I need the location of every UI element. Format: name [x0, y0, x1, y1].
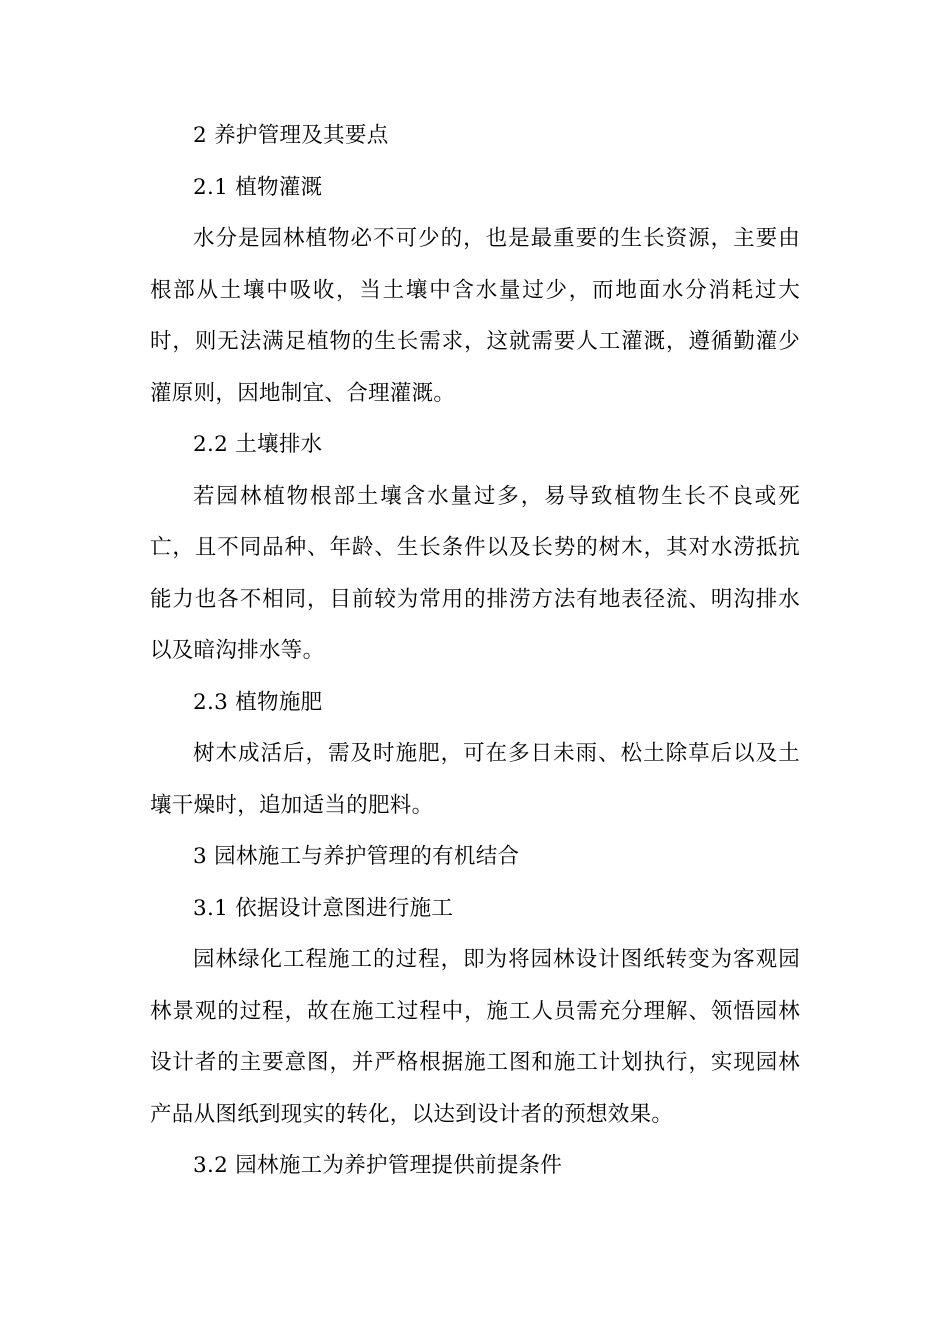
subsection-heading: 3.2 园林施工为养护管理提供前提条件	[193, 1153, 563, 1178]
subsection-heading: 3.1 依据设计意图进行施工	[193, 895, 454, 921]
body-paragraph: 水分是园林植物必不可少的，也是最重要的生长资源，主要由根部从土壤中吸收，当土壤中含水量过少，而地面水分消耗过大时，则无法满足植物的生长需求，这就需要人工灌溉，遵循勤灌少灌原则，因地制宜、合理灌溉。	[150, 226, 800, 406]
section-heading: 3 园林施工与养护管理的有机结合	[193, 844, 520, 869]
subsection-heading: 2.3 植物施肥	[193, 689, 323, 715]
body-paragraph: 若园林植物根部土壤含水量过多，易导致植物生长不良或死亡，且不同品种、年龄、生长条件以及长势的树木，其对水涝抵抗能力也各不相同，目前较为常用的排涝方法有地表径流、明沟排水以及暗沟排水等。	[150, 483, 800, 663]
subsection-heading: 2.2 土壤排水	[193, 432, 323, 457]
document-page	[150, 110, 800, 1192]
section-heading: 2 养护管理及其要点	[193, 123, 389, 148]
body-paragraph: 园林绿化工程施工的过程，即为将园林设计图纸转变为客观园林景观的过程，故在施工过程中，施工人员需充分理解、领悟园林设计者的主要意图，并严格根据施工图和施工计划执行，实现园林产品从图纸到现实的转化，以达到设计者的预想效果。	[150, 947, 800, 1127]
subsection-heading: 2.1 植物灌溉	[193, 174, 323, 200]
body-paragraph: 树木成活后，需及时施肥，可在多日未雨、松土除草后以及土壤干燥时，追加适当的肥料。	[150, 741, 800, 818]
